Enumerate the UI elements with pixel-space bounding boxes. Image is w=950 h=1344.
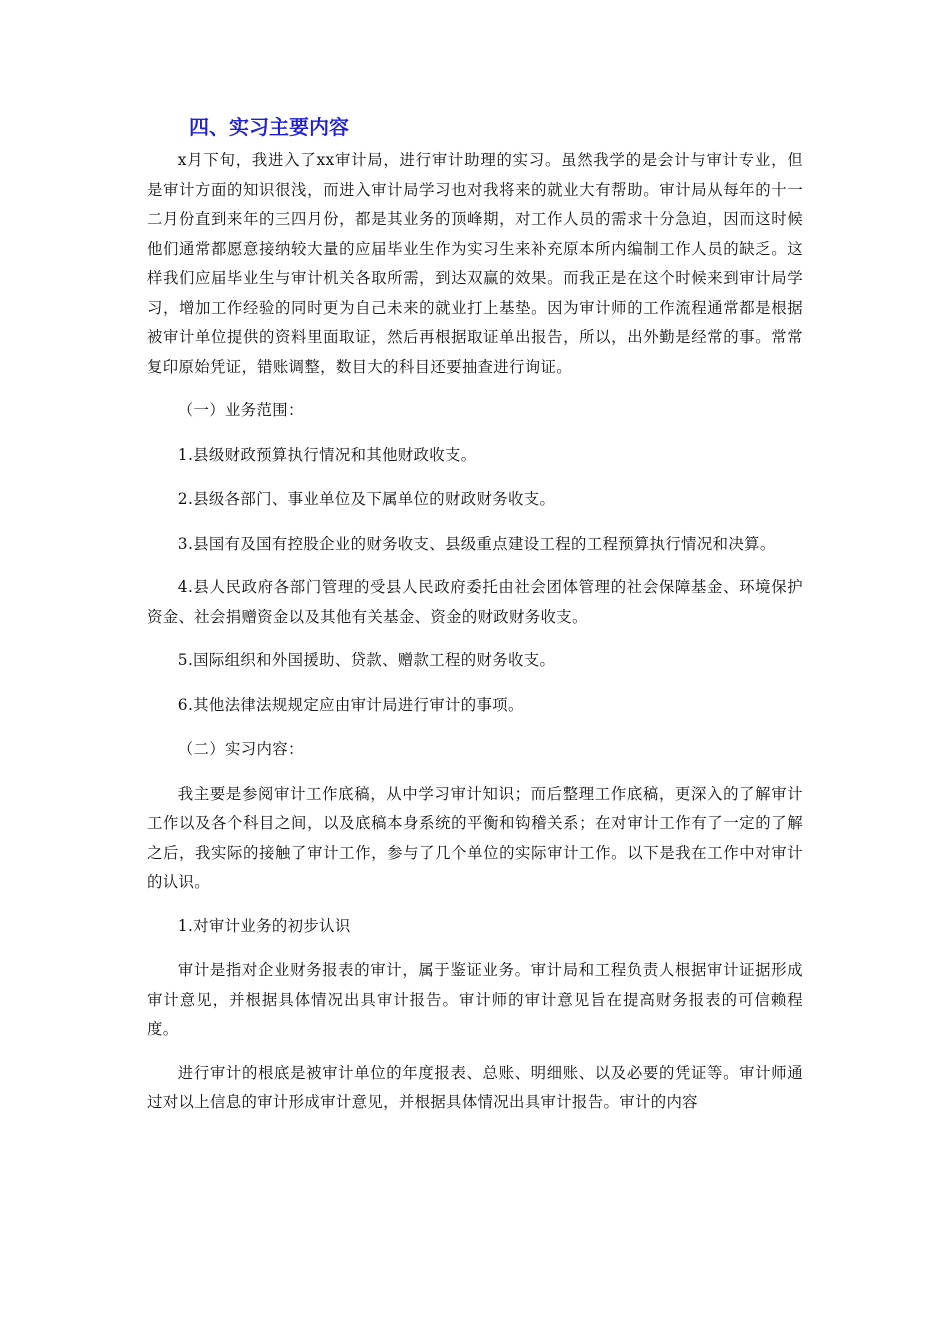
intro-paragraph: x月下旬，我进入了xx审计局，进行审计助理的实习。虽然我学的是会计与审计专业，但是审计方面的知识很浅，而进入审计局学习也对我将来的就业大有帮助。审计局从每年的十一二月份直到来年的三四月份，都是其业务的顶峰期，对工作人员的需求十分急迫，因而这时候他们通常都愿意接纳较大量的应届毕业生作为实习生来补充原本所内编制工作人员的缺乏。这样我们应届毕业生与审计机关各取所需，到达双赢的效果。而我正是在这个时候来到审计局学习，增加工作经验的同时更为自己未来的就业打上基垫。因为审计师的工作流程通常都是根据被审计单位提供的资料里面取证，然后再根据取证单出报告，所以，出外勤是经常的事。常常复印原始凭证，错账调整，数目大的科目还要抽查进行询证。 (147, 151, 803, 376)
audit-definition-paragraph: 审计是指对企业财务报表的审计，属于鉴证业务。审计局和工程负责人根据审计证据形成审计意见，并根据具体情况出具审计报告。审计师的审计意见旨在提高财务报表的可信赖程度。 (147, 961, 803, 1038)
scope-item-1: 1.县级财政预算执行情况和其他财政收支。 (177, 445, 477, 464)
section-heading: 四、实习主要内容 (189, 115, 349, 139)
scope-item-6: 6.其他法律法规规定应由审计局进行审计的事项。 (177, 695, 524, 714)
audit-understanding-subheading: 1.对审计业务的初步认识 (177, 916, 351, 935)
business-scope-subheading: （一）业务范围： (177, 401, 304, 419)
scope-item-2: 2.县级各部门、事业单位及下属单位的财政财务收支。 (177, 490, 556, 508)
internship-content-paragraph: 我主要是参阅审计工作底稿，从中学习审计知识；而后整理工作底稿，更深入的了解审计工作以及各个科目之间，以及底稿本身系统的平衡和钩稽关系；在对审计工作有了一定的了解之后，我实际的接触了审计工作，参与了几个单位的实际审计工作。以下是我在工作中对审计的认识。 (147, 784, 803, 891)
internship-content-subheading: （二）实习内容： (177, 740, 304, 758)
document-page (147, 112, 803, 1132)
audit-basis-paragraph: 进行审计的根底是被审计单位的年度报表、总账、明细账、以及必要的凭证等。审计师通过对以上信息的审计形成审计意见，并根据具体情况出具审计报告。审计的内容 (147, 1063, 803, 1111)
scope-item-3: 3.县国有及国有控股企业的财务收支、县级重点建设工程的工程预算执行情况和决算。 (177, 534, 776, 553)
scope-item-4: 4.县人民政府各部门管理的受县人民政府委托由社会团体管理的社会保障基金、环境保护资金、社会捐赠资金以及其他有关基金、资金的财政财务收支。 (147, 578, 803, 626)
scope-item-5: 5.国际组织和外国援助、贷款、赠款工程的财务收支。 (177, 651, 556, 669)
